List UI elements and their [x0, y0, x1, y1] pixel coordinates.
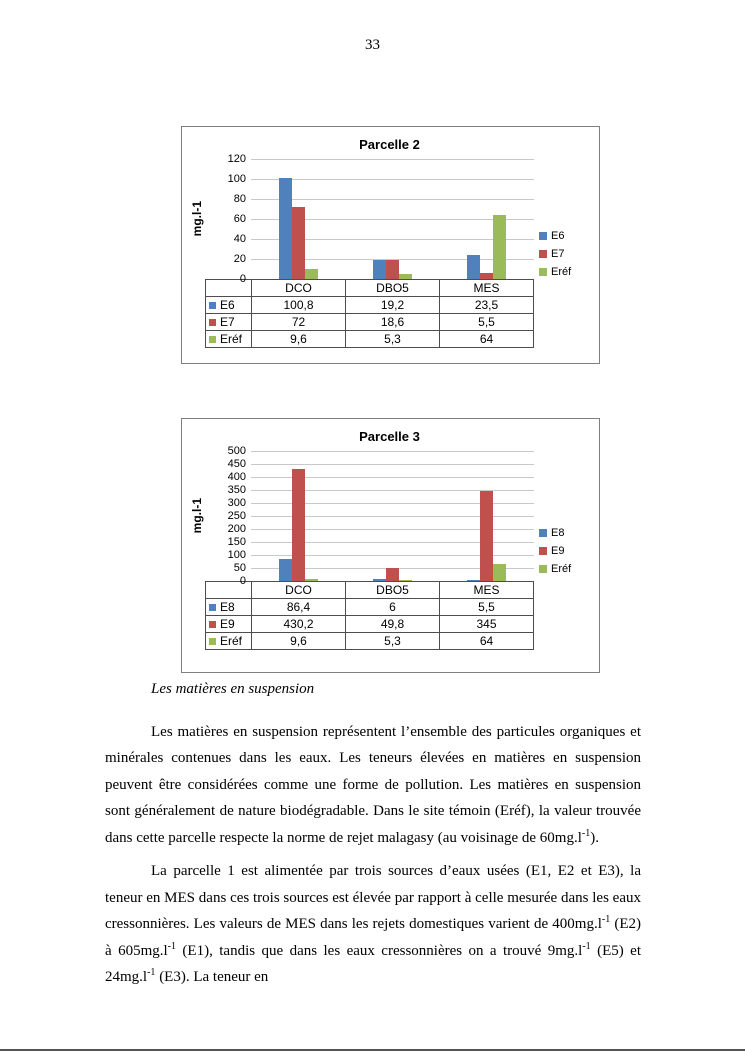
- value-cell-E6-dbo5: 19,2: [346, 297, 440, 314]
- chart-content: [205, 445, 534, 650]
- bar-Eréf-MES: [493, 564, 506, 581]
- series-name: Eréf: [220, 332, 243, 346]
- value-cell-E7-mes: 5,5: [440, 314, 534, 331]
- y-tick-label: 50: [233, 562, 246, 574]
- body-text: [105, 676, 641, 998]
- y-tick-label: 60: [233, 213, 246, 225]
- legend-item-E9: [539, 545, 591, 557]
- legend-item-Eréf: [539, 563, 591, 575]
- series-name: Eréf: [220, 634, 243, 648]
- value-cell-Eréf-dbo5: 5,3: [346, 331, 440, 348]
- series-marker: [209, 621, 216, 628]
- gridline: [251, 199, 534, 200]
- gridline: [251, 451, 534, 452]
- table-header-dbo5: DBO5: [346, 280, 440, 297]
- series-label-cell: [206, 297, 252, 314]
- legend-label: E9: [551, 544, 565, 557]
- bar-Eréf-DBO5: [399, 580, 412, 581]
- superscript: -1: [582, 940, 591, 952]
- y-axis-ticks: [205, 445, 251, 587]
- y-tick-label: 0: [239, 575, 246, 587]
- value-cell-E8-dco: 86,4: [252, 599, 346, 616]
- table-row-Eréf: [206, 633, 534, 650]
- page-bottom-edge: [0, 1049, 745, 1051]
- value-cell-E8-mes: 5,5: [440, 599, 534, 616]
- y-axis-label: mg.l-1: [189, 498, 204, 534]
- table-header-dco: DCO: [252, 280, 346, 297]
- bar-E6-DCO: [279, 178, 292, 279]
- bar-E9-DCO: [292, 469, 305, 581]
- series-name: E7: [220, 315, 235, 329]
- chart-body: [188, 445, 591, 650]
- legend-label: Eréf: [551, 562, 572, 575]
- value-cell-E7-dbo5: 18,6: [346, 314, 440, 331]
- y-tick-label: 150: [227, 536, 246, 548]
- y-tick-label: 80: [233, 193, 246, 205]
- y-axis-label: mg.l-1: [189, 201, 204, 237]
- text-run: (E5) et 24mg.l: [105, 942, 642, 985]
- series-name: E9: [220, 617, 235, 631]
- series-label-cell: [206, 599, 252, 616]
- value-cell-Eréf-mes: 64: [440, 633, 534, 650]
- value-cell-E9-mes: 345: [440, 616, 534, 633]
- series-label-cell: [206, 633, 252, 650]
- value-cell-E9-dco: 430,2: [252, 616, 346, 633]
- bar-Eréf-MES: [493, 215, 506, 279]
- value-cell-E8-dbo5: 6: [346, 599, 440, 616]
- bar-E8-MES: [467, 580, 480, 581]
- value-cell-E6-mes: 23,5: [440, 297, 534, 314]
- plot-area: [251, 451, 534, 581]
- bar-E7-MES: [480, 273, 493, 279]
- legend-label: E8: [551, 526, 565, 539]
- gridline: [251, 464, 534, 465]
- y-axis-label-column: [188, 159, 205, 279]
- bar-group-dbo5: [345, 260, 439, 279]
- y-axis-label-column: [188, 451, 205, 581]
- series-name: E6: [220, 298, 235, 312]
- chart-content: [205, 153, 534, 348]
- text-run: La parcelle 1 est alimentée par trois sources d’eaux usées (E1, E2 et E3), la teneur en MES dans ces trois sources est élevée par rapport à celle mesurée dans les eaux cressonnières. Les valeurs de MES dans les rejets domestiques varient de 400mg.l: [105, 863, 641, 932]
- bar-Eréf-DCO: [305, 579, 318, 581]
- superscript: -1: [581, 827, 591, 839]
- legend-swatch: [539, 547, 547, 555]
- series-label-cell: [206, 314, 252, 331]
- bar-Eréf-DCO: [305, 269, 318, 279]
- table-row-E8: [206, 599, 534, 616]
- chart-title: Parcelle 3: [359, 429, 420, 444]
- legend-swatch: [539, 268, 547, 276]
- table-row-Eréf: [206, 331, 534, 348]
- section-heading: Les matières en suspension: [151, 681, 315, 697]
- bar-E6-MES: [467, 255, 480, 279]
- y-tick-label: 20: [233, 253, 246, 265]
- text-run: Les matières en suspension représentent l’ensemble des particules organiques et minérales contenues dans les eaux. Les teneurs élevées en matières en suspension peuvent être considérées comme une forme de pollution. Les matières en suspension sont généralement de nature biodégradable. Dans le site témoin (Eréf), la valeur trouvée dans cette parcelle respecte la norme de rejet malagasy (au voisinage de 60mg.l: [105, 723, 641, 846]
- bar-group-dbo5: [345, 568, 439, 581]
- y-tick-label: 120: [227, 153, 246, 165]
- chart-body: [188, 153, 591, 348]
- value-cell-E9-dbo5: 49,8: [346, 616, 440, 633]
- legend-swatch: [539, 250, 547, 258]
- table-header-dbo5: DBO5: [346, 582, 440, 599]
- chart-parcelle-2: [181, 126, 600, 364]
- legend-label: Eréf: [551, 265, 572, 278]
- y-tick-label: 450: [227, 458, 246, 470]
- legend: [534, 451, 591, 650]
- bar-group-dco: [251, 178, 345, 279]
- table-row-E9: [206, 616, 534, 633]
- text-run: (E1), tandis que dans les eaux cressonnières on a trouvé 9mg.l: [176, 942, 583, 959]
- legend-label: E6: [551, 229, 565, 242]
- gridline: [251, 159, 534, 160]
- table-row-E6: [206, 297, 534, 314]
- chart-title: Parcelle 2: [359, 137, 420, 152]
- series-marker: [209, 302, 216, 309]
- series-label-cell: [206, 616, 252, 633]
- y-tick-label: 40: [233, 233, 246, 245]
- gridline: [251, 179, 534, 180]
- legend-item-E8: [539, 527, 591, 539]
- text-run: (E2) à 605mg.l: [105, 916, 642, 959]
- value-cell-E6-dco: 100,8: [252, 297, 346, 314]
- paragraph-2: [105, 858, 641, 991]
- y-tick-label: 100: [227, 173, 246, 185]
- superscript: -1: [601, 914, 611, 925]
- y-tick-label: 350: [227, 484, 246, 496]
- bar-E8-DCO: [279, 559, 292, 581]
- table-header-mes: MES: [440, 280, 534, 297]
- value-cell-Eréf-dco: 9,6: [252, 331, 346, 348]
- series-marker: [209, 319, 216, 326]
- bar-E8-DBO5: [373, 579, 386, 581]
- superscript: -1: [167, 940, 177, 952]
- bar-E9-DBO5: [386, 568, 399, 581]
- text-run: (E3). La teneur en: [155, 969, 269, 985]
- superscript: -1: [147, 967, 156, 978]
- table-header-row: [206, 280, 534, 297]
- table-header-mes: MES: [440, 582, 534, 599]
- series-name: E8: [220, 600, 235, 614]
- chart-parcelle-3: [181, 418, 600, 673]
- value-cell-Eréf-dbo5: 5,3: [346, 633, 440, 650]
- bar-group-mes: [440, 215, 534, 279]
- bar-group-dco: [251, 469, 345, 581]
- legend-swatch: [539, 565, 547, 573]
- table-row-E7: [206, 314, 534, 331]
- series-marker: [209, 336, 216, 343]
- plot-area: [251, 159, 534, 279]
- y-tick-label: 300: [227, 497, 246, 509]
- table-header-dco: DCO: [252, 582, 346, 599]
- legend-label: E7: [551, 247, 565, 260]
- bar-Eréf-DBO5: [399, 274, 412, 279]
- value-cell-Eréf-dco: 9,6: [252, 633, 346, 650]
- bar-E7-DBO5: [386, 260, 399, 279]
- legend: [534, 159, 591, 348]
- value-cell-E7-dco: 72: [252, 314, 346, 331]
- legend-swatch: [539, 232, 547, 240]
- y-axis-ticks: [205, 153, 251, 285]
- text-run: ).: [590, 829, 599, 846]
- y-tick-label: 400: [227, 471, 246, 483]
- y-tick-label: 250: [227, 510, 246, 522]
- y-tick-label: 200: [227, 523, 246, 535]
- data-table: [205, 581, 534, 650]
- legend-swatch: [539, 529, 547, 537]
- series-marker: [209, 604, 216, 611]
- y-tick-label: 0: [239, 273, 246, 285]
- y-tick-label: 100: [227, 549, 246, 561]
- series-marker: [209, 638, 216, 645]
- bar-E6-DBO5: [373, 260, 386, 279]
- legend-item-E6: [539, 230, 591, 242]
- legend-item-E7: [539, 248, 591, 260]
- bar-E9-MES: [480, 491, 493, 581]
- paragraph-1: [105, 719, 641, 852]
- y-tick-label: 500: [227, 445, 246, 457]
- legend-item-Eréf: [539, 266, 591, 278]
- bar-E7-DCO: [292, 207, 305, 279]
- value-cell-Eréf-mes: 64: [440, 331, 534, 348]
- table-header-row: [206, 582, 534, 599]
- data-table: [205, 279, 534, 348]
- series-label-cell: [206, 331, 252, 348]
- page-number: 33: [365, 37, 380, 53]
